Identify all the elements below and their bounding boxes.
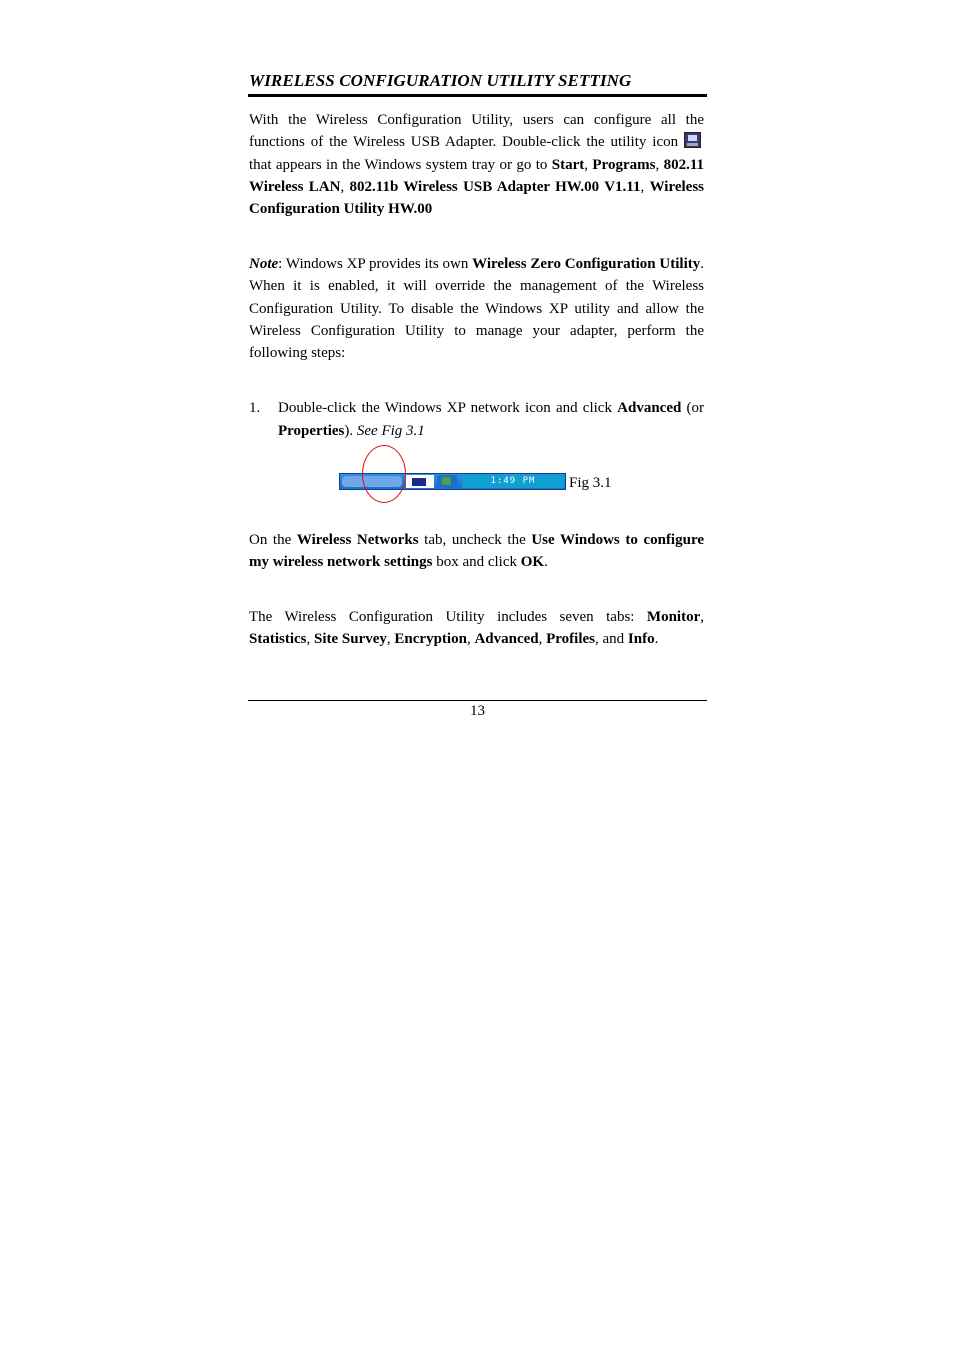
section-title: WIRELESS CONFIGURATION UTILITY SETTING: [249, 71, 632, 90]
note-label: Note: [249, 256, 279, 272]
bold-wireless-lan: 802.11 Wireless LAN: [249, 156, 704, 195]
sep: ,: [584, 156, 593, 173]
app-icon: [437, 475, 457, 488]
step-list: [249, 397, 704, 443]
sep: ,: [306, 631, 314, 648]
sep: ,: [386, 631, 395, 648]
text: Double-click the Windows XP network icon and click: [278, 400, 618, 416]
text: .: [544, 554, 548, 571]
footer-rule: [248, 700, 707, 701]
sep: ,: [340, 178, 350, 195]
note-paragraph: [249, 253, 704, 364]
bold-use-windows: Use Windows to configure my wireless network settings: [249, 532, 704, 571]
sep: ,: [700, 609, 704, 625]
bold-adapter: 802.11b Wireless USB Adapter HW.00 V1.11: [349, 178, 641, 195]
bold-wzc: Wireless Zero Configuration Utility: [472, 256, 701, 272]
step-number: 1.: [249, 400, 261, 416]
text: (or: [681, 400, 705, 416]
text: : Windows XP provides its own: [278, 256, 473, 272]
bold-advanced: Advanced: [617, 400, 682, 416]
text: With the Wireless Configuration Utility, users can configure all the functions of the Wireless USB Adapter. Double-click the utility icon: [249, 112, 704, 151]
text: . When it is enabled, it will override the management of the Wireless Configuration Utility. To disable the Windows XP utility and allow the Wireless Configuration Utility to manage your adapter, perform the following steps:: [249, 256, 704, 362]
text: that appears in the Windows system tray or go to: [249, 156, 552, 173]
text: tab, uncheck the: [418, 532, 532, 548]
bold-encryption: Encryption: [394, 631, 467, 648]
bold-start: Start: [551, 156, 585, 173]
sep: ,: [538, 631, 547, 648]
sep: ,: [640, 178, 650, 195]
bold-statistics: Statistics: [249, 631, 307, 648]
step-text: [278, 397, 704, 443]
sep: , and: [595, 631, 628, 648]
text: On the: [249, 532, 297, 548]
highlight-circle: [362, 445, 406, 503]
sep: .: [654, 631, 659, 648]
bold-site-survey: Site Survey: [314, 631, 387, 648]
text: ).: [344, 423, 357, 439]
utility-tray-icon: [684, 132, 701, 148]
bold-properties: Properties: [278, 423, 345, 439]
bold-monitor: Monitor: [646, 609, 701, 625]
page-number: 13: [470, 703, 485, 719]
bold-wireless-networks: Wireless Networks: [296, 532, 419, 548]
bold-utility: Wireless Configuration Utility HW.00: [249, 178, 705, 218]
network-icon: [406, 475, 434, 488]
sep: ,: [655, 156, 664, 173]
wireless-networks-paragraph: [249, 529, 704, 574]
figure-3-1: [338, 445, 638, 507]
tabs-paragraph: [249, 606, 704, 651]
intro-paragraph: [249, 109, 704, 220]
figure-caption: Fig 3.1: [569, 475, 612, 491]
bold-ok: OK: [520, 554, 545, 571]
bold-profiles: Profiles: [546, 631, 595, 648]
text: The Wireless Configuration Utility includes seven tabs:: [249, 609, 647, 625]
figure-reference: See Fig 3.1: [356, 423, 425, 439]
bold-programs: Programs: [592, 156, 656, 173]
tray-clock: 1:49 PM: [462, 475, 564, 488]
header-rule: [248, 94, 707, 97]
bold-advanced-tab: Advanced: [474, 631, 539, 648]
text: box and click: [432, 554, 521, 571]
bold-info: Info: [627, 631, 655, 648]
sep: ,: [466, 631, 475, 648]
